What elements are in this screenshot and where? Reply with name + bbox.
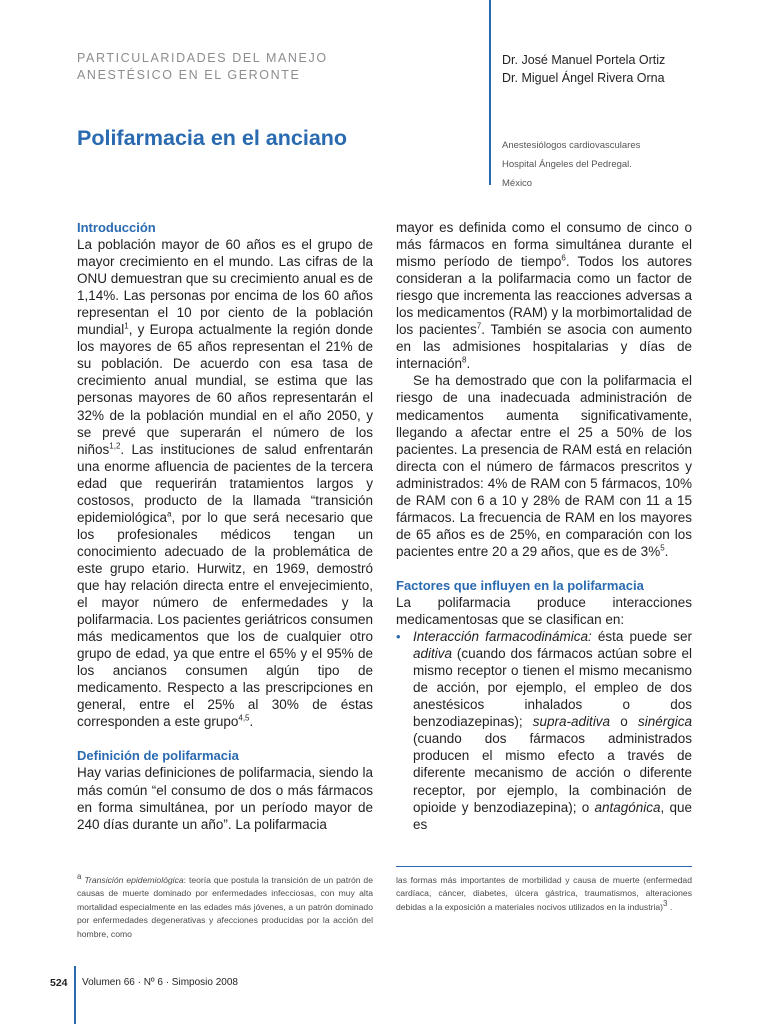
affiliation-line2: Hospital Ángeles del Pedregal. xyxy=(502,159,632,170)
ref-marker: 4,5 xyxy=(238,713,250,723)
footnote-marker: a xyxy=(77,872,82,882)
section-header-line2: ANESTÉSICO EN EL GERONTE xyxy=(77,68,301,82)
intro-text: , por lo que será necesario que los profesionales médicos tengan un conocimiento adecuado de la problemática de este grupo etario. Hurwitz, en 1969, demostró que hay relación directa entre el envejecimiento, el mayor número de enfermedades y la polifarmacia. Los pacientes geriátricos consumen más medicamentos que los de cualquier otro grupo de edad, ya que entre el 65% y el 95% de los ancianos consumen algún tipo de medicamento. Respecto a las prescripciones en general, entre el 25% al 30% de éstas corresponden a este grupo xyxy=(77,509,373,730)
page-number: 524 xyxy=(50,977,68,989)
footnote-text: las formas más importantes de morbilidad y causa de muerte (enfermedad cardíaca, cáncer, diabetes, úlcera gástrica, traumatismos, alteraciones debidas a la exposición a materiales nocivos utilizados en la industria) xyxy=(396,875,692,912)
factors-heading: Factores que influyen en la polifarmacia xyxy=(396,577,644,593)
footnote-right xyxy=(396,874,692,914)
term-italic: aditiva xyxy=(413,646,453,662)
definition-heading: Definición de polifarmacia xyxy=(77,748,239,764)
intro-text: La población mayor de 60 años es el grupo de mayor crecimiento en el mundo. Las cifras de la ONU demuestran que su crecimiento anual es de 1,14%. Las personas por encima de los 60 años representan el 10 por ciento de la población mundial xyxy=(77,237,373,338)
footer-divider-line xyxy=(74,966,76,1024)
body-text: (cuando dos fármacos actúan sobre el mismo receptor o tienen el mismo mecanismo de acción, por ejemplo, el empleo de dos anestésicos inhalados o dos benzodiazepinas); xyxy=(413,646,692,730)
intro-text: . xyxy=(249,714,254,730)
term-italic: antagónica xyxy=(594,799,661,815)
intro-text: , y Europa actualmente la región donde los mayores de 65 años representan el 21% de su población. De acuerdo con esa tasa de crecimiento anual mundial, se estima que las personas mayores de 60 años representarán el 32% de la población mundial en el año 2050, y se prevé que superarán el número de los niños xyxy=(77,322,373,457)
body-text: . xyxy=(466,356,471,372)
affiliation-line1: Anestesiólogos cardiovasculares xyxy=(502,140,641,151)
footnote-left xyxy=(77,874,373,941)
body-text: Se ha demostrado que con la polifarmacia el riesgo de una inadecuada administración de medicamentos aumenta significativamente, llegando a afectar entre el 25 a 50% de los pacientes. La presencia de RAM está en relación directa con el número de fármacos prescritos y administrados: 4% de RAM con 5 fármacos, 10% de RAM con 6 a 10 y 28% de RAM con 11 a 15 fármacos. La frecuencia de RAM en los mayores de 65 años es de 25%, en comparación con los pacientes entre 20 a 29 años, que es de 3% xyxy=(396,373,692,559)
right-column xyxy=(396,219,692,833)
ref-marker: 7 xyxy=(476,321,482,331)
factors-paragraph: La polifarmacia produce interacciones medicamentosas que se clasifican en: xyxy=(396,594,692,628)
intro-paragraph xyxy=(77,236,373,730)
header-divider-line xyxy=(489,0,491,185)
body-text: ésta puede ser xyxy=(591,629,692,645)
section-header xyxy=(77,50,377,84)
footnote-marker: a xyxy=(167,509,172,519)
body-text: . xyxy=(664,543,669,559)
ref-marker: 1,2 xyxy=(109,441,121,451)
body-text: o xyxy=(610,714,638,730)
affiliation xyxy=(502,136,640,193)
footnote-text: : teoría que postula la transición de un patrón de causas de muerte dominado por enfermedades infecciosas, con muy alta mortalidad especialmente en las edades más jóvenes, a un patrón dominado por enfermedades degenerativas y afecciones producidas por la acción del hombre, como xyxy=(77,875,373,939)
footnote-text: . xyxy=(667,901,673,912)
ref-marker: 8 xyxy=(462,355,467,365)
continued-paragraph xyxy=(396,219,692,372)
bullet-item xyxy=(396,628,692,833)
intro-text: . Las instituciones de salud enfrentarán una enorme afluencia de pacientes de la tercera edad que requerirán tratamientos largos y costosos, producto de la llamada “transición epidemiológica xyxy=(77,441,373,525)
authors xyxy=(502,51,665,87)
affiliation-line3: México xyxy=(502,178,533,189)
ref-marker: 3 xyxy=(663,898,668,908)
bullet-icon: • xyxy=(396,629,401,645)
ref-marker: 6 xyxy=(561,253,566,263)
author-1: Dr. José Manuel Portela Ortiz xyxy=(502,53,666,67)
term-italic: sinérgica xyxy=(637,714,693,730)
footnote-rule xyxy=(396,866,692,867)
section-header-line1: PARTICULARIDADES DEL MANEJO xyxy=(77,51,328,65)
bullet-text xyxy=(413,628,692,833)
body-text: . Todos los autores consideran a la polifarmacia como un factor de riesgo que incrementa las reacciones adversas a los medicamentos (RAM) y la morbimortalidad de los pacientes xyxy=(396,254,692,338)
body-text: , que es xyxy=(413,799,692,832)
body-text: (cuando dos fármacos administrados producen el mismo efecto a través de diferente mecanismo de acción o diferente receptor, por ejemplo, la combinación de opioide y benzodiazepina); o xyxy=(413,731,692,815)
article-title: Polifarmacia en el anciano xyxy=(77,126,348,150)
term-italic: supra-aditiva xyxy=(532,714,611,730)
ram-paragraph xyxy=(396,372,692,560)
ref-marker: 1 xyxy=(124,321,129,331)
body-text: mayor es definida como el consumo de cinco o más fármacos en forma simultánea durante el mismo período de tiempo xyxy=(396,220,692,270)
ref-marker: 5 xyxy=(660,543,665,553)
left-column xyxy=(77,219,373,833)
body-text: . También se asocia con aumento en las admisiones hospitalarias y días de internación xyxy=(396,322,692,372)
term-italic: Interacción farmacodinámica: xyxy=(413,629,592,645)
journal-info: Volumen 66 · Nº 6 · Simposio 2008 xyxy=(82,977,238,988)
definition-paragraph: Hay varias definiciones de polifarmacia, siendo la más común “el consumo de dos o más fármacos en forma simultánea, por un período mayor de 240 días durante un año”. La polifarmacia xyxy=(77,765,373,832)
intro-heading: Introducción xyxy=(77,220,156,235)
author-2: Dr. Miguel Ángel Rivera Orna xyxy=(502,71,665,85)
footnote-term: Transición epidemiológica xyxy=(84,875,184,885)
